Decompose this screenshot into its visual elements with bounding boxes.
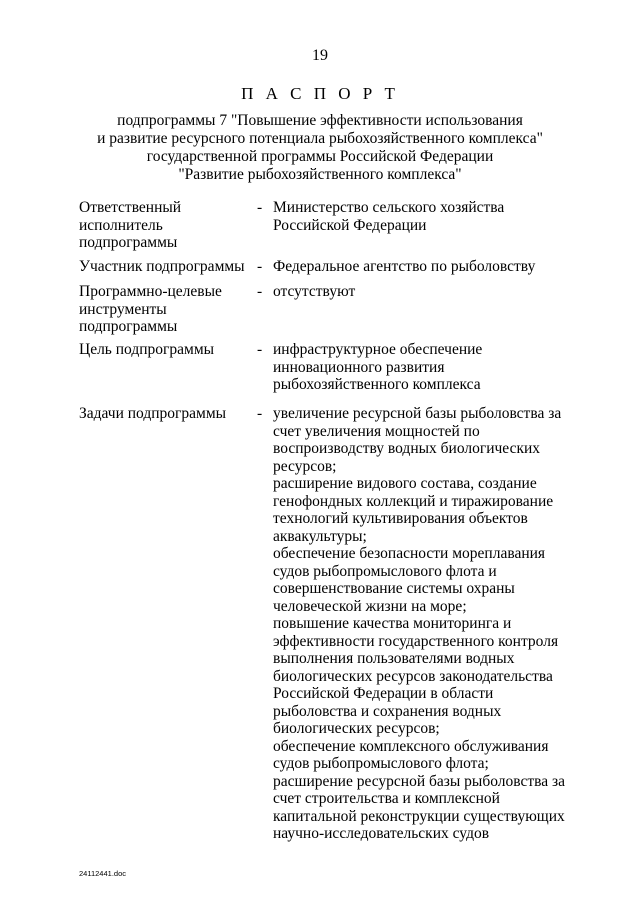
row-value-line: Российской Федерации (273, 216, 427, 234)
row-value-line: увеличение ресурсной базы рыболовства за (273, 405, 562, 422)
row-value-line: обеспечение безопасности мореплавания (273, 545, 546, 562)
document-title: П А С П О Р Т (241, 84, 399, 103)
subtitle-line: государственной программы Российской Федерации (146, 148, 494, 165)
passport-row (79, 283, 579, 337)
row-value (273, 199, 579, 234)
row-label (79, 199, 254, 252)
row-label-line: подпрограммы (79, 234, 178, 251)
row-value-line: Российской Федерации в области (273, 685, 494, 702)
row-value (273, 283, 579, 301)
row-value-line: судов рыбопромыслового флота и (273, 562, 497, 580)
subtitle-line: "Развитие рыбохозяйственного комплекса" (178, 166, 462, 183)
row-value-line: расширение ресурсной базы рыболовства за (273, 772, 566, 790)
row-value-line: счет увеличения мощностей по (273, 422, 480, 440)
passport-row (79, 258, 579, 280)
row-value-line: инновационного развития (273, 358, 445, 376)
row-value-line: рыбохозяйственного комплекса (273, 376, 481, 393)
row-label-line: Участник подпрограммы (79, 258, 245, 275)
row-dash: - (257, 258, 263, 275)
row-label-line: Задачи подпрограммы (79, 405, 227, 422)
document-subtitle (0, 112, 640, 184)
row-label (79, 341, 254, 359)
row-value-line: аквакультуры; (273, 527, 367, 545)
row-value (273, 258, 579, 276)
row-dash: - (257, 283, 263, 300)
row-value (273, 405, 579, 843)
row-value-line: совершенствование системы охраны (273, 580, 515, 597)
row-value-line: биологических ресурсов законодательства (273, 667, 553, 685)
passport-row (79, 405, 579, 845)
row-value-line: инфраструктурное обеспечение (273, 341, 483, 358)
row-value-line: Министерство сельского хозяйства (273, 199, 505, 216)
row-value (273, 341, 579, 394)
row-value-line: ресурсов; (273, 457, 337, 475)
row-value-line: научно-исследовательских судов (273, 825, 490, 842)
row-label-line: Цель подпрограммы (79, 341, 215, 358)
row-label-line: Ответственный (79, 199, 182, 216)
page-number: 19 (312, 47, 328, 64)
row-value-line: эффективности государственного контроля (273, 632, 559, 650)
row-value-line: Федеральное агентство по рыболовству (273, 258, 536, 275)
row-value-line: обеспечение комплексного обслуживания (273, 737, 549, 755)
row-value-line: капитальной реконструкции существующих (273, 807, 565, 825)
row-value-line: человеческой жизни на море; (273, 597, 467, 615)
subtitle-line: подпрограммы 7 "Повышение эффективности использования (117, 112, 523, 129)
row-label-line: Программно-целевые (79, 283, 222, 300)
row-value-line: судов рыбопромыслового флота; (273, 755, 489, 772)
row-label (79, 258, 254, 276)
row-value-line: рыболовства и сохранения водных (273, 702, 502, 720)
row-value-line: технологий культивирования объектов (273, 510, 528, 527)
row-label-line: подпрограммы (79, 318, 178, 335)
row-label-line: инструменты (79, 300, 167, 318)
row-dash: - (257, 199, 263, 216)
row-value-line: повышение качества мониторинга и (273, 615, 512, 632)
row-value-line: воспроизводству водных биологических (273, 440, 541, 457)
row-label-line: исполнитель (79, 216, 163, 234)
passport-row (79, 199, 579, 251)
row-value-line: выполнения пользователями водных (273, 650, 515, 667)
row-value-line: биологических ресурсов; (273, 720, 440, 737)
row-value-line: отсутствуют (273, 283, 356, 300)
row-dash: - (257, 405, 263, 422)
subtitle-line: и развитие ресурсного потенциала рыбохозяйственного комплекса" (97, 130, 543, 147)
row-label (79, 283, 254, 336)
row-label (79, 405, 254, 423)
passport-row (79, 341, 579, 399)
row-dash: - (257, 341, 263, 358)
row-value-line: генофондных коллекций и тиражирование (273, 492, 554, 510)
row-value-line: счет строительства и комплексной (273, 790, 500, 807)
footer-filename: 24112441.doc (79, 869, 126, 878)
row-value-line: расширение видового состава, создание (273, 475, 537, 492)
